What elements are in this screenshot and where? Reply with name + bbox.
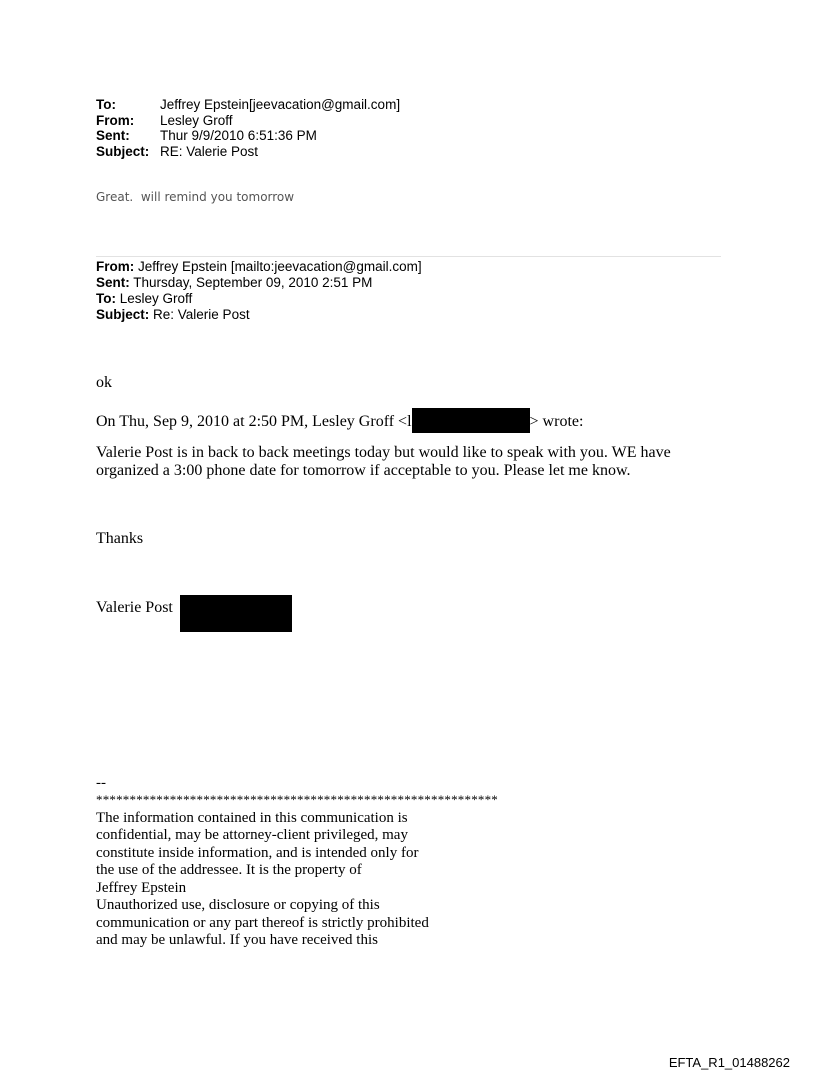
disclaimer-line: Unauthorized use, disclosure or copying of this (96, 897, 380, 913)
header-to-row (96, 97, 400, 113)
quoted-subject-value: Re: Valerie Post (153, 307, 250, 322)
disclaimer-line: communication or any part thereof is strictly prohibited (96, 914, 429, 931)
header-to-value: Jeffrey Epstein[jeevacation@gmail.com] (160, 97, 401, 112)
header-sent-value: Thur 9/9/2010 6:51:36 PM (160, 128, 317, 143)
on-wrote-prefix: On Thu, Sep 9, 2010 at 2:50 PM, Lesley Groff <l (96, 413, 412, 430)
disclaimer-line: the use of the addressee. It is the property of (96, 862, 362, 878)
body-paragraph-line: Valerie Post is in back to back meetings today but would like to speak with you. WE have (96, 444, 671, 461)
header-from-row (96, 113, 400, 129)
quoted-sent-value: Thursday, September 09, 2010 2:51 PM (133, 275, 373, 290)
on-wrote-line (96, 408, 583, 433)
header-to-label: To: (96, 97, 116, 112)
redaction-block (180, 595, 292, 632)
quoted-subject-label: Subject: (96, 307, 150, 322)
redaction-block (412, 408, 530, 433)
header-sent-row (96, 128, 400, 144)
quoted-sent-row (96, 275, 422, 291)
header-subject-row (96, 144, 400, 160)
quote-divider (96, 256, 721, 257)
disclaimer-line: constitute inside information, and is intended only for (96, 844, 419, 861)
header-sent-label: Sent: (96, 128, 130, 143)
email-header (96, 97, 400, 159)
disclaimer-stars: ************************************************************ (96, 791, 498, 807)
quoted-subject-row (96, 307, 422, 323)
header-subject-label: Subject: (96, 143, 150, 159)
body-signature: Valerie Post (96, 599, 173, 616)
header-from-value: Lesley Groff (160, 112, 233, 128)
body-ok: ok (96, 374, 112, 391)
quoted-header (96, 259, 422, 323)
disclaimer-line: The information contained in this communication is (96, 809, 408, 826)
quoted-to-row (96, 291, 422, 307)
disclaimer-line: confidential, may be attorney-client privileged, may (96, 827, 408, 843)
header-from-label: From: (96, 112, 135, 128)
disclaimer-dashes: -- (96, 775, 106, 791)
quoted-from-label: From: (96, 259, 135, 274)
disclaimer-line: and may be unlawful. If you have received this (96, 932, 378, 948)
quoted-to-value: Lesley Groff (119, 291, 193, 306)
quoted-sent-label: Sent: (96, 275, 130, 290)
body-thanks: Thanks (96, 530, 144, 547)
quoted-to-label: To: (96, 291, 116, 306)
document-id: EFTA_R1_01488262 (668, 1055, 790, 1070)
reply-text: Great. will remind you tomorrow (96, 190, 295, 204)
on-wrote-suffix: > wrote: (529, 413, 584, 430)
disclaimer-line: Jeffrey Epstein (96, 879, 187, 896)
quoted-from-row (96, 259, 422, 275)
body-paragraph (96, 444, 671, 479)
body-paragraph-line: organized a 3:00 phone date for tomorrow if acceptable to you. Please let me know. (96, 461, 631, 479)
disclaimer (96, 775, 498, 950)
quoted-from-value: Jeffrey Epstein [mailto:jeevacation@gmail.com] (138, 259, 422, 274)
header-subject-value: RE: Valerie Post (160, 143, 259, 159)
